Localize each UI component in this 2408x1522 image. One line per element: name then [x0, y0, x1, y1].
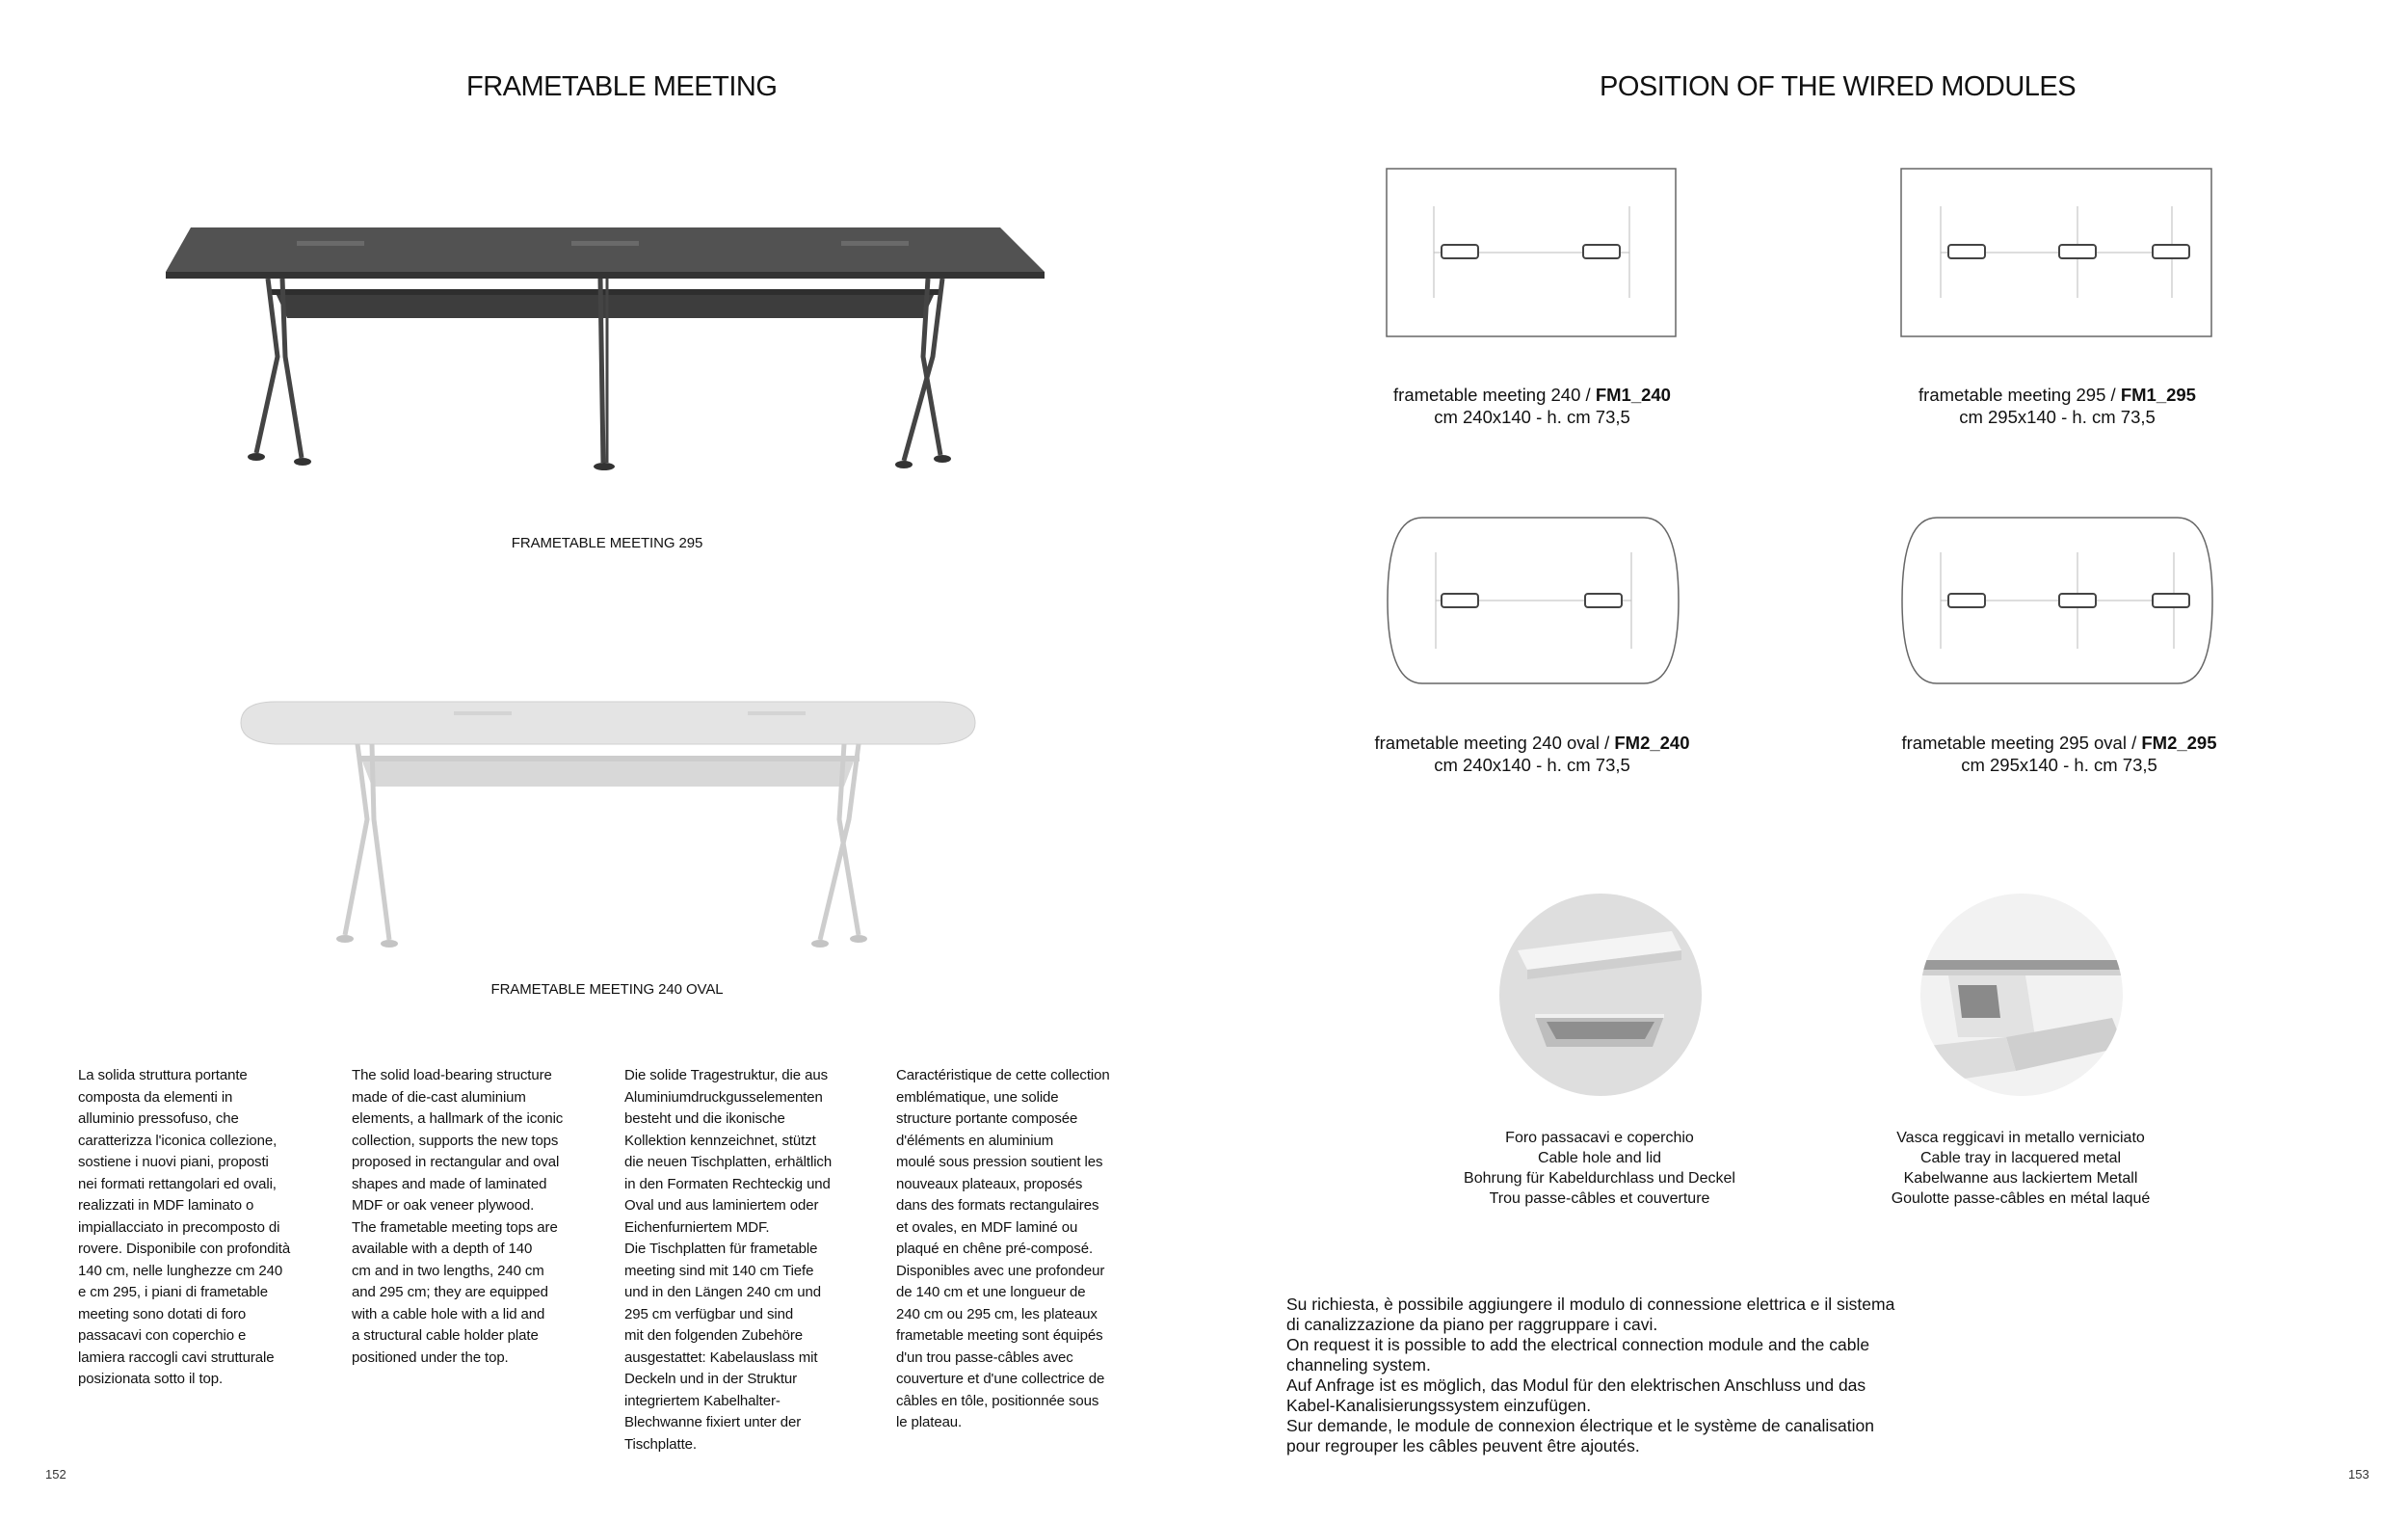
note-line: On request it is possible to add the electrical connection module and the cable	[1286, 1335, 1870, 1354]
diagram-fm1-295	[1900, 168, 2214, 341]
wired-module-note	[1286, 1295, 1894, 1456]
diagram-fm2-240	[1384, 514, 1682, 687]
detail-line: Trou passe-câbles et couverture	[1489, 1190, 1710, 1207]
text-column-italian: La solida struttura portante composta da elementi in alluminio pressofuso, che caratterizza l'iconica collezione, sostiene i nuovi piani, proposti nei formati rettangolari ed ovali, realizzati in MDF laminato o impiallacciato in precomposto di rovere. Disponibile con profondità 140 cm, nelle lunghezze cm 240 e cm 295, i piani di frametable meeting sono dotati di foro passacavi con coperchio e lamiera raccogli cavi strutturale posizionata sotto il top.	[78, 1067, 291, 1387]
left-page-title: FRAMETABLE MEETING	[466, 71, 778, 102]
diagram-fm1-240	[1386, 168, 1679, 341]
diagram-fm2-295	[1898, 514, 2216, 687]
note-line: Kabel-Kanalisierungssystem einzufügen.	[1286, 1396, 1592, 1415]
detail-line: Bohrung für Kabeldurchlass und Deckel	[1464, 1170, 1735, 1187]
note-line: pour regrouper les câbles peuvent être ajoutés.	[1286, 1436, 1640, 1455]
diagram-fm1-240-label	[1243, 384, 1821, 428]
note-line: Su richiesta, è possibile aggiungere il modulo di connessione elettrica e il sistema	[1286, 1295, 1895, 1314]
cable-tray-detail-caption	[1804, 1128, 2237, 1209]
diagram-code: FM2_295	[2141, 733, 2217, 753]
diagram-name: frametable meeting 240 oval /	[1374, 733, 1615, 753]
product2-caption: FRAMETABLE MEETING 240 OVAL	[490, 981, 724, 998]
diagram-fm2-240-label	[1243, 732, 1821, 776]
diagram-name: frametable meeting 240 /	[1393, 385, 1596, 405]
note-line: Auf Anfrage ist es möglich, das Modul für den elektrischen Anschluss und das	[1286, 1375, 1866, 1395]
page-number-right: 153	[2348, 1467, 2369, 1482]
oval-meeting-table-image	[237, 694, 979, 954]
detail-line: Cable tray in lacquered metal	[1919, 1150, 2122, 1166]
detail-line: Goulotte passe-câbles en métal laqué	[1891, 1190, 2151, 1207]
rectangular-meeting-table-image	[162, 222, 1048, 482]
diagram-fm1-295-label	[1768, 384, 2346, 428]
diagram-code: FM2_240	[1614, 733, 1690, 753]
product1-caption: FRAMETABLE MEETING 295	[511, 535, 703, 551]
diagram-dims: cm 295x140 - h. cm 73,5	[1961, 755, 2157, 775]
diagram-dims: cm 240x140 - h. cm 73,5	[1434, 755, 1630, 775]
text-column-german: Die solide Tragestruktur, die aus Aluminiumdruckgusselementen besteht und die ikonische Kollektion kennzeichnet, stützt die neuen Tischplatten, erhältlich in den Formaten Rechteckig und Oval und aus laminiertem oder Eichenfurniertem MDF. Die Tischplatten für frametable meeting sind mit 140 cm Tiefe und in den Längen 240 cm und 295 cm verfügbar und sind mit den folgenden Zubehöre ausgestattet: Kabelauslass mit Deckeln und in der Struktur integriertem Kabelhalter- Blechwanne fixiert unter der Tischplatte.	[624, 1067, 833, 1453]
diagram-code: FM1_295	[2120, 385, 2196, 405]
cable-tray-detail-image	[1919, 893, 2124, 1097]
note-line: channeling system.	[1286, 1355, 1431, 1375]
diagram-name: frametable meeting 295 oval /	[1901, 733, 2142, 753]
diagram-dims: cm 240x140 - h. cm 73,5	[1434, 407, 1630, 427]
detail-line: Foro passacavi e coperchio	[1505, 1130, 1694, 1146]
right-page-title: POSITION OF THE WIRED MODULES	[1600, 71, 2077, 102]
note-line: Sur demande, le module de connexion électrique et le système de canalisation	[1286, 1416, 1874, 1435]
cable-hole-detail-image	[1498, 893, 1703, 1097]
page-number-left: 152	[45, 1467, 66, 1482]
diagram-name: frametable meeting 295 /	[1918, 385, 2121, 405]
detail-line: Kabelwanne aus lackiertem Metall	[1903, 1170, 2138, 1187]
diagram-fm2-295-label	[1770, 732, 2348, 776]
text-column-french: Caractéristique de cette collection emblématique, une solide structure portante composée d'éléments en aluminium moulé sous pression soutient les nouveaux plateaux, proposés dans des formats rectangulaires et ovales, en MDF laminé ou plaqué en chêne pré-composé. Disponibles avec une profondeur de 140 cm et une longueur de 240 cm ou 295 cm, les plateaux frametable meeting sont équipés d'un trou passe-câbles avec couverture et d'une collectrice de câbles en tôle, positionnée sous le plateau.	[896, 1067, 1110, 1430]
detail-line: Cable hole and lid	[1537, 1150, 1662, 1166]
detail-line: Vasca reggicavi in metallo verniciato	[1896, 1130, 2145, 1146]
note-line: di canalizzazione da piano per raggruppare i cavi.	[1286, 1315, 1658, 1334]
cable-hole-detail-caption	[1383, 1128, 1816, 1209]
text-column-english: The solid load-bearing structure made of die-cast aluminium elements, a hallmark of the iconic collection, supports the new tops proposed in rectangular and oval shapes and made of laminated MDF or oak veneer plywood. The frametable meeting tops are available with a depth of 140 cm and in two lengths, 240 cm and 295 cm; they are equipped with a cable hole with a lid and a structural cable holder plate positioned under the top.	[352, 1067, 564, 1366]
diagram-dims: cm 295x140 - h. cm 73,5	[1959, 407, 2156, 427]
diagram-code: FM1_240	[1595, 385, 1671, 405]
